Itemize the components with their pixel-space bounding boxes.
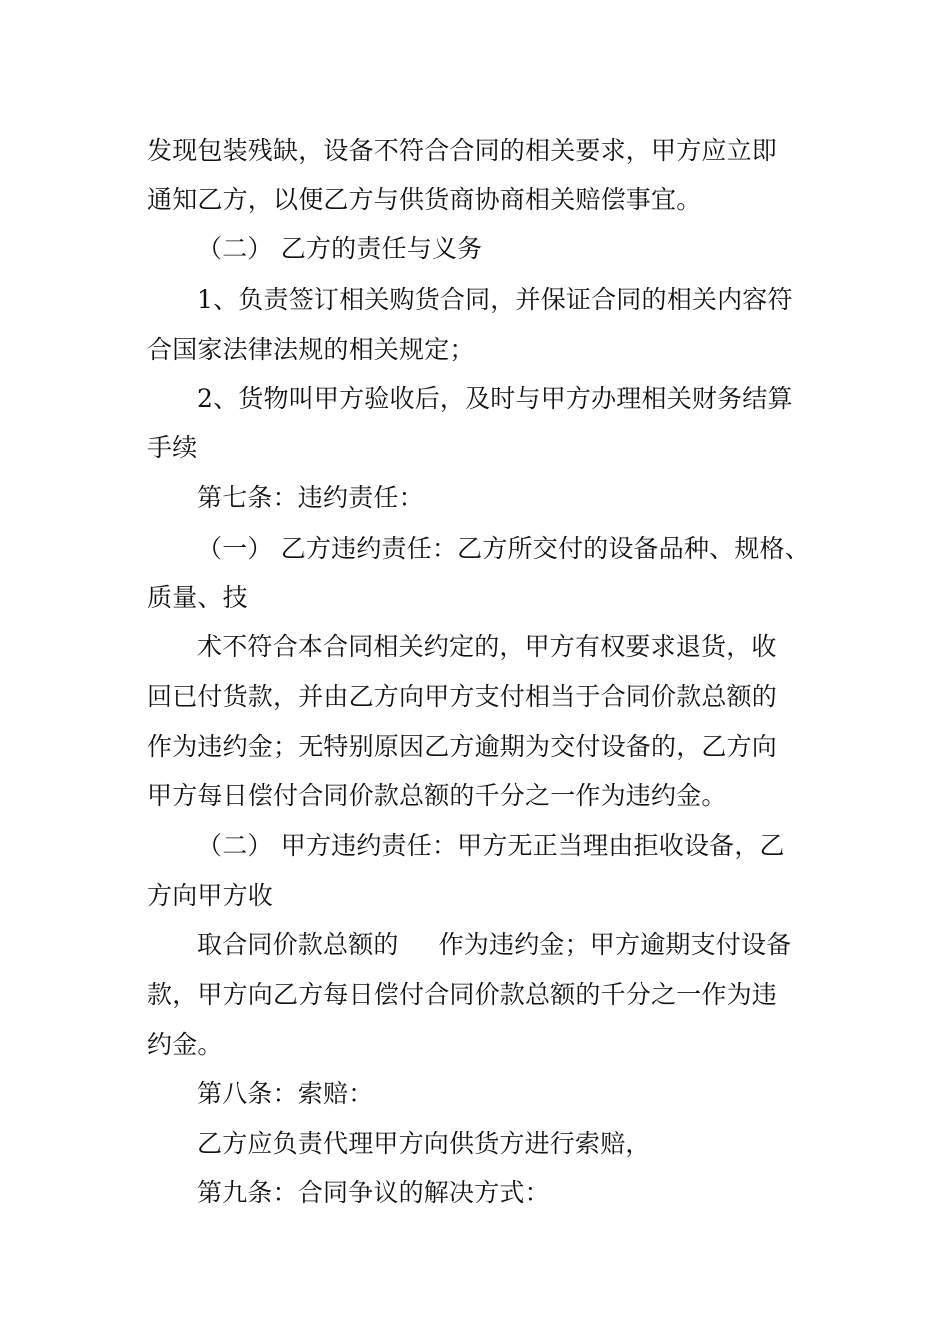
paragraph-line: 款，甲方向乙方每日偿付合同价款总额的千分之一作为违 [147, 980, 778, 1009]
paragraph-line: （一） 乙方违约责任：乙方所交付的设备品种、规格、 [197, 534, 810, 563]
paragraph-line: 合国家法律法规的相关规定； [147, 335, 475, 364]
paragraph-line: 发现包装残缺，设备不符合合同的相关要求，甲方应立即 [147, 136, 778, 165]
paragraph-line: 甲方每日偿付合同价款总额的千分之一作为违约金。 [147, 781, 727, 810]
paragraph-line: 作为违约金；无特别原因乙方逾期为交付设备的，乙方向 [147, 732, 778, 761]
section-heading: （二） 乙方的责任与义务 [197, 234, 483, 263]
paragraph-line: 2、货物叫甲方验收后，及时与甲方办理相关财务结算 [197, 384, 793, 413]
paragraph-line: 乙方应负责代理甲方向供货方进行索赔， [197, 1129, 651, 1158]
paragraph-line: 通知乙方，以便乙方与供货商协商相关赔偿事宜。 [147, 185, 702, 214]
paragraph-line: 1、负责签订相关购货合同，并保证合同的相关内容符 [197, 285, 793, 314]
line-segment: 作为违约金；甲方逾期支付设备 [438, 930, 792, 959]
paragraph-line: 方向甲方收 [147, 881, 274, 910]
paragraph-line: 约金。 [147, 1030, 223, 1059]
article-heading: 第八条：索赔： [197, 1079, 374, 1108]
paragraph-line: 质量、技 [147, 583, 248, 612]
article-heading: 第七条：违约责任： [197, 483, 424, 512]
line-segment: 取合同价款总额的 [197, 930, 399, 959]
paragraph-line: 手续 [147, 433, 198, 462]
article-heading: 第九条：合同争议的解决方式： [197, 1178, 550, 1207]
paragraph-line: 术不符合本合同相关约定的，甲方有权要求退货，收 [197, 632, 777, 661]
paragraph-line: （二） 甲方违约责任：甲方无正当理由拒收设备，乙 [197, 831, 785, 860]
paragraph-line: 回已付货款，并由乙方向甲方支付相当于合同价款总额的 [147, 682, 778, 711]
paragraph-line [197, 930, 791, 960]
